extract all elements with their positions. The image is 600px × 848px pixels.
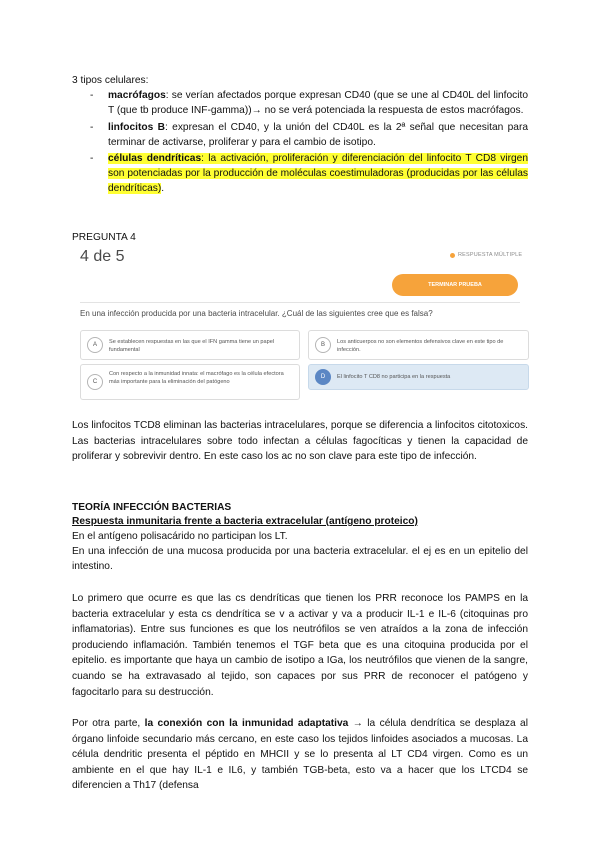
theory-line-1: En el antígeno polisacárido no participan los LT. — [72, 531, 288, 542]
explanation-paragraph: Los linfocitos TCD8 eliminan las bacterias intracelulares, porque se diferencia a linfocitos citotoxicos. Las bacterias intracelulares sobre todo infectan a células fagocíticas y tienen la capacidad de proliferar y sobrevivir dentro. En este caso los ac no son clave para este tipo de infección. — [72, 420, 528, 462]
linfocitos-label: linfocitos B — [108, 122, 165, 133]
option-b[interactable] — [308, 330, 529, 360]
option-d-selected[interactable] — [308, 364, 529, 390]
para2-bold: la conexión con la inmunidad adaptativa — [144, 718, 349, 729]
pregunta-label: PREGUNTA 4 — [72, 232, 136, 243]
para2-start: Por otra parte, — [72, 718, 145, 729]
quiz-question: En una infección producida por una bacteria intracelular. ¿Cuál de las siguientes cree que es falsa? — [80, 309, 433, 318]
option-letter: D — [315, 369, 331, 385]
option-letter: B — [315, 337, 331, 353]
response-type-dot-icon — [450, 253, 455, 258]
bullet-linfocitos — [108, 120, 528, 150]
option-letter: C — [87, 374, 103, 390]
macrofagos-text: : se verían afectados porque expresan CD40 (que se une al CD40L del linfocito T (que tb produce INF-gamma))→ no se verá potenciada la respuesta de estos macrófagos. — [108, 90, 528, 116]
theory-paragraph-1: Lo primero que ocurre es que las cs dendríticas que tienen los PRR reconoce los PAMPS en la bacteria extracelular y esta cs dendrítica se v a activar y va a producir IL-1 e IL-6 (citoquinas pro inflamatorias). Entre sus funciones es que los neutrófilos se ven atraídos a la zona de infección produciendo inflamación. También tenemos el TGF beta que es una citoquina producida por el epitelio. es importante que haya un cambio de isotipo a IGa, los neutrófilos que vienen de la sangre, cuando se ha extravasado al tejido, son capaces por sus PRR de reconocer el patógeno y fagocitarlo para su destrucción. — [72, 593, 528, 698]
option-text: Se establecen respuestas en las que el IFN gamma tiene un papel fundamental — [109, 339, 275, 353]
dendriticas-text: : la activación, proliferación y diferenciación del linfocito T CD8 virgen son potenciadas por la producción de moléculas coestimuladoras (producidas por las células dendríticas) — [108, 153, 528, 194]
bullet-dash: - — [90, 90, 94, 101]
divider — [80, 302, 520, 303]
theory-subtitle — [72, 514, 418, 529]
theory-title-text: TEORÍA INFECCIÓN BACTERIAS — [72, 502, 232, 513]
theory-line-2: En una infección de una mucosa producida por una bacteria extracelular. el ej es en un epitelio del intestino. — [72, 546, 528, 572]
bullet-macrofagos — [108, 88, 528, 118]
dendriticas-end: . — [161, 183, 165, 194]
bullet-dash: - — [90, 153, 94, 164]
finish-quiz-button[interactable]: TERMINAR PRUEBA — [392, 274, 518, 296]
option-letter: A — [87, 337, 103, 353]
option-c[interactable] — [80, 364, 300, 400]
para2-rest: → la célula dendrítica se desplaza al órgano linfoide secundario más cercano, en este caso los tejidos linfoides asociados a mucosas. La célula dendritic presenta el péptido en MHCII y se lo presenta al LT CD4 virgen. Como es un ambiente en el que hay IL-1 e IL6, y también TGB-beta, esto va a hacer que los LTCD4 se diferencien a Th17 (defensa — [72, 718, 528, 792]
option-a[interactable] — [80, 330, 300, 360]
quiz-screenshot — [72, 244, 528, 404]
cell-types-heading: 3 tipos celulares: — [72, 75, 149, 86]
macrofagos-label: macrófagos — [108, 90, 166, 101]
quiz-counter: 4 de 5 — [80, 248, 125, 265]
linfocitos-text: : expresan el CD40, y la unión del CD40L es la 2ª señal que necesitan para terminar de activarse, proliferar y para el cambio de isotipo. — [108, 122, 529, 148]
bullet-dendriticas — [108, 151, 528, 196]
response-type-label: RESPUESTA MÚLTIPLE — [458, 252, 523, 258]
option-text: Con respecto a la inmunidad innata: el macrófago es la célula efectora más importante para la eliminación del patógeno — [109, 371, 284, 385]
dendriticas-label: células dendríticas — [108, 153, 202, 164]
theory-subtitle-text: Respuesta inmunitaria frente a bacteria extracelular (antígeno proteico) — [72, 516, 418, 527]
theory-title — [72, 500, 231, 515]
option-text: Los anticuerpos no son elementos defensivos clave en este tipo de infección. — [337, 339, 504, 353]
theory-paragraph-2 — [72, 716, 528, 794]
option-text: El linfocito T CD8 no participa en la respuesta — [337, 374, 451, 380]
bullet-dash: - — [90, 122, 94, 133]
